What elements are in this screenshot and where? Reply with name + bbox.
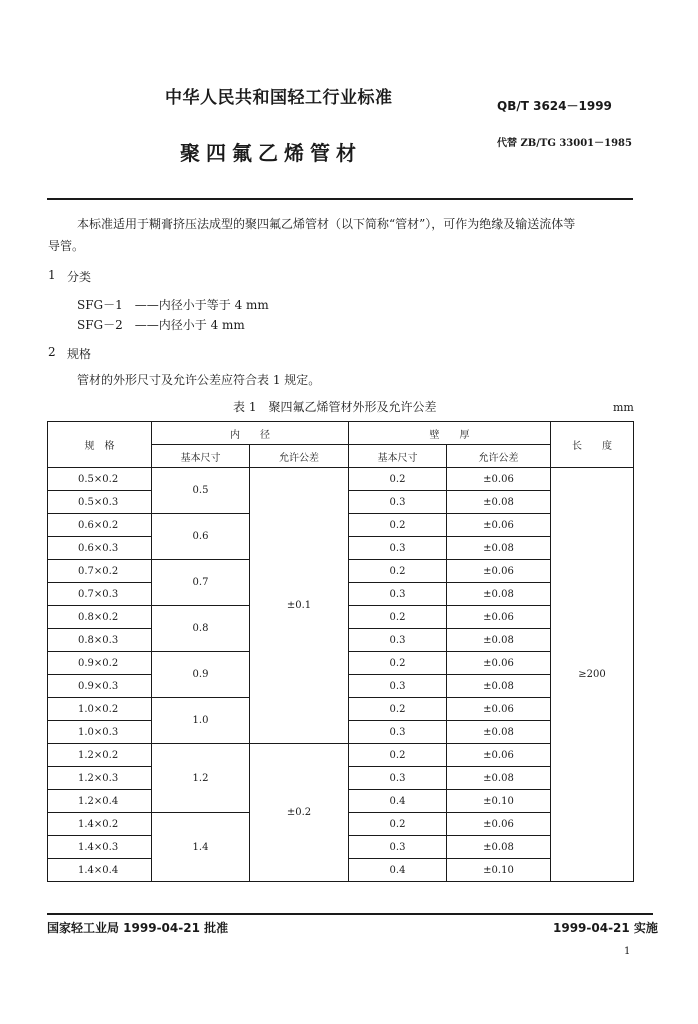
spec-statement: 管材的外形尺寸及允许公差应符合表 1 规定。 — [77, 373, 321, 387]
cell-wall-basic: 0.2 — [349, 652, 447, 675]
cell-spec: 1.0×0.3 — [48, 721, 152, 744]
header-spec: 规 格 — [48, 422, 152, 468]
cell-wall-tolerance: ±0.08 — [447, 491, 551, 514]
section-1-title: 分类 — [67, 270, 92, 284]
cell-wall-tolerance: ±0.08 — [447, 836, 551, 859]
cell-spec: 0.5×0.3 — [48, 491, 152, 514]
document-title: 聚四氟乙烯管材 — [180, 141, 362, 165]
table-row — [48, 468, 634, 491]
footer-rule — [47, 913, 653, 915]
cell-wall-tolerance: ±0.08 — [447, 721, 551, 744]
table-unit: mm — [613, 401, 634, 414]
section-2-title: 规格 — [67, 347, 92, 361]
replaces-standard: 代替 ZB/TG 33001－1985 — [497, 138, 632, 149]
header-wall-tolerance: 允许公差 — [447, 445, 551, 468]
cell-wall-basic: 0.3 — [349, 537, 447, 560]
header-inner-diameter: 内 径 — [152, 422, 349, 445]
header-length: 长 度 — [551, 422, 634, 468]
cell-wall-basic: 0.3 — [349, 767, 447, 790]
cell-inner-basic: 0.8 — [152, 606, 250, 652]
cell-wall-tolerance: ±0.06 — [447, 560, 551, 583]
section-2-number: 2 — [48, 345, 56, 359]
cell-wall-tolerance: ±0.08 — [447, 583, 551, 606]
header-wall-basic: 基本尺寸 — [349, 445, 447, 468]
cell-wall-tolerance: ±0.10 — [447, 790, 551, 813]
section-1-number: 1 — [48, 268, 56, 282]
cell-wall-tolerance: ±0.06 — [447, 698, 551, 721]
header-inner-tolerance: 允许公差 — [250, 445, 349, 468]
cell-spec: 1.2×0.2 — [48, 744, 152, 767]
header-rule — [47, 198, 633, 200]
sfg-1-definition: SFG－1 ——内径小于等于 4 mm — [77, 298, 269, 312]
cell-spec: 1.0×0.2 — [48, 698, 152, 721]
cell-spec: 0.5×0.2 — [48, 468, 152, 491]
cell-wall-basic: 0.3 — [349, 675, 447, 698]
cell-wall-basic: 0.2 — [349, 468, 447, 491]
cell-wall-basic: 0.3 — [349, 629, 447, 652]
cell-spec: 1.4×0.3 — [48, 836, 152, 859]
cell-inner-basic: 0.6 — [152, 514, 250, 560]
cell-spec: 0.8×0.2 — [48, 606, 152, 629]
cell-spec: 0.8×0.3 — [48, 629, 152, 652]
cell-wall-basic: 0.4 — [349, 790, 447, 813]
cell-wall-tolerance: ±0.08 — [447, 675, 551, 698]
intro-line-2: 导管。 — [48, 239, 85, 253]
cell-wall-tolerance: ±0.06 — [447, 514, 551, 537]
cell-wall-basic: 0.2 — [349, 744, 447, 767]
cell-wall-basic: 0.2 — [349, 813, 447, 836]
issuing-authority: 中华人民共和国轻工行业标准 — [165, 88, 393, 108]
cell-wall-tolerance: ±0.10 — [447, 859, 551, 882]
cell-wall-tolerance: ±0.06 — [447, 813, 551, 836]
cell-spec: 0.6×0.2 — [48, 514, 152, 537]
intro-line-1: 本标准适用于糊膏挤压法成型的聚四氟乙烯管材（以下简称“管材”），可作为绝缘及输送流体等 — [77, 217, 576, 231]
cell-spec: 1.4×0.4 — [48, 859, 152, 882]
cell-wall-basic: 0.3 — [349, 583, 447, 606]
cell-inner-basic: 0.9 — [152, 652, 250, 698]
cell-wall-basic: 0.2 — [349, 606, 447, 629]
cell-wall-basic: 0.4 — [349, 859, 447, 882]
cell-inner-basic: 0.5 — [152, 468, 250, 514]
page-number: 1 — [624, 946, 631, 957]
sfg-2-definition: SFG－2 ——内径小于 4 mm — [77, 318, 245, 332]
cell-wall-tolerance: ±0.06 — [447, 744, 551, 767]
table-row — [48, 744, 634, 767]
table-caption: 表 1 聚四氟乙烯管材外形及允许公差 — [233, 400, 437, 414]
effective-date: 1999-04-21 实施 — [553, 921, 658, 935]
cell-inner-basic: 1.4 — [152, 813, 250, 882]
approval-line: 国家轻工业局 1999-04-21 批准 — [47, 921, 229, 935]
cell-inner-basic: 1.2 — [152, 744, 250, 813]
cell-wall-tolerance: ±0.08 — [447, 537, 551, 560]
cell-spec: 1.4×0.2 — [48, 813, 152, 836]
cell-wall-tolerance: ±0.08 — [447, 629, 551, 652]
cell-length: ≥200 — [551, 468, 634, 882]
cell-wall-basic: 0.3 — [349, 836, 447, 859]
cell-inner-basic: 1.0 — [152, 698, 250, 744]
cell-wall-tolerance: ±0.06 — [447, 652, 551, 675]
cell-inner-basic: 0.7 — [152, 560, 250, 606]
cell-inner-tolerance: ±0.2 — [250, 744, 349, 882]
cell-spec: 1.2×0.4 — [48, 790, 152, 813]
cell-spec: 0.9×0.2 — [48, 652, 152, 675]
cell-wall-basic: 0.2 — [349, 560, 447, 583]
cell-wall-tolerance: ±0.08 — [447, 767, 551, 790]
header-inner-basic: 基本尺寸 — [152, 445, 250, 468]
cell-spec: 1.2×0.3 — [48, 767, 152, 790]
cell-inner-tolerance: ±0.1 — [250, 468, 349, 744]
cell-spec: 0.7×0.2 — [48, 560, 152, 583]
cell-spec: 0.6×0.3 — [48, 537, 152, 560]
cell-wall-basic: 0.3 — [349, 491, 447, 514]
spec-table — [47, 421, 634, 882]
standard-code: QB/T 3624－1999 — [497, 99, 612, 113]
cell-wall-tolerance: ±0.06 — [447, 468, 551, 491]
cell-wall-basic: 0.2 — [349, 514, 447, 537]
cell-spec: 0.7×0.3 — [48, 583, 152, 606]
cell-spec: 0.9×0.3 — [48, 675, 152, 698]
cell-wall-tolerance: ±0.06 — [447, 606, 551, 629]
header-wall-thickness: 壁 厚 — [349, 422, 551, 445]
cell-wall-basic: 0.3 — [349, 721, 447, 744]
cell-wall-basic: 0.2 — [349, 698, 447, 721]
